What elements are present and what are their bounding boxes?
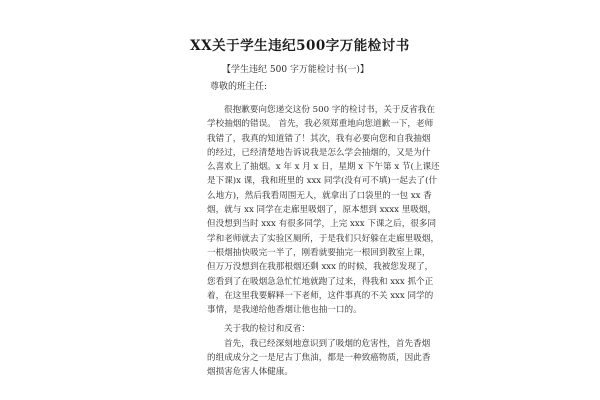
- document-body: [190, 103, 550, 380]
- paragraph-line: 事情，是我递给他香烟让他也抽一口的。: [207, 305, 362, 316]
- paragraph-line: 么地方)，然后我看周围无人，就拿出了口袋里的一包 xx 香: [207, 190, 432, 201]
- paragraph-line: 学校抽烟的错误。 首先，我必须郑重地向您道歉一下，老师: [207, 119, 434, 130]
- paragraph-line: 首先，我已经深刻地意识到了吸烟的危害性，首先香烟: [224, 338, 431, 349]
- paragraph-line: 的组成成分之一是尼古丁焦油，都是一种致癌物质，因此香: [207, 353, 431, 364]
- paragraph-line: 关于我的检讨和反省：: [224, 324, 310, 335]
- body-paragraph: [190, 103, 550, 317]
- section-heading: [190, 322, 550, 336]
- paragraph-line: 但没想到当时 xxx 有很多同学，上完 xxx 下课之后，很多同: [207, 219, 437, 230]
- paragraph-line: 我错了，我真的知道错了！其次，我有必要向您和自我抽烟: [207, 133, 431, 144]
- paragraph-line: 着，在这里我要解释一下老师，这件事真的不关 xxx 同学的: [207, 290, 434, 301]
- paragraph-line: 学和老师就去了实验区厕所，于是我们只好躲在走廊里吸烟，: [207, 233, 440, 244]
- paragraph-line: 是下课)x 课，我和班里的 xxx 同学(没有可不填)一起去了(什: [207, 176, 438, 187]
- document-subtitle: 【学生违纪 500 字万能检讨书(一)】: [222, 65, 369, 75]
- paragraph-line: 很抱歉要向您递交这份 500 字的检讨书，关于反省我在: [224, 105, 435, 115]
- paragraph-line: 一根烟抽快吸完一半了，刚看就要抽完一根回到教室上课，: [207, 247, 431, 258]
- paragraph-line: 您看到了在吸烟急急忙忙地就跑了过来，得我和 xxx 抓个正: [207, 276, 434, 287]
- paragraph-line: 的经过，已经清楚地告诉说我是怎么学会抽烟的，又是为什: [207, 147, 431, 158]
- paragraph-line: 但万万没想到在我那根烟还剩 xxx 的时候，我被您发现了，: [207, 262, 434, 273]
- paragraph-line: 烟损害危害人体健康。: [207, 367, 293, 378]
- paragraph-line: 么喜欢上了抽烟。x 年 x 月 x 日，星期 x 下午第 x 节(上课还: [207, 162, 440, 173]
- document-title: XX关于学生违纪500字万能检讨书: [190, 38, 410, 54]
- paragraph-line: 烟，就与 xx 同学在走廊里吸烟了，原本想到 xxxx 里吸烟，: [207, 205, 437, 216]
- salutation: 尊敬的班主任:: [210, 82, 268, 92]
- body-paragraph: [190, 337, 550, 380]
